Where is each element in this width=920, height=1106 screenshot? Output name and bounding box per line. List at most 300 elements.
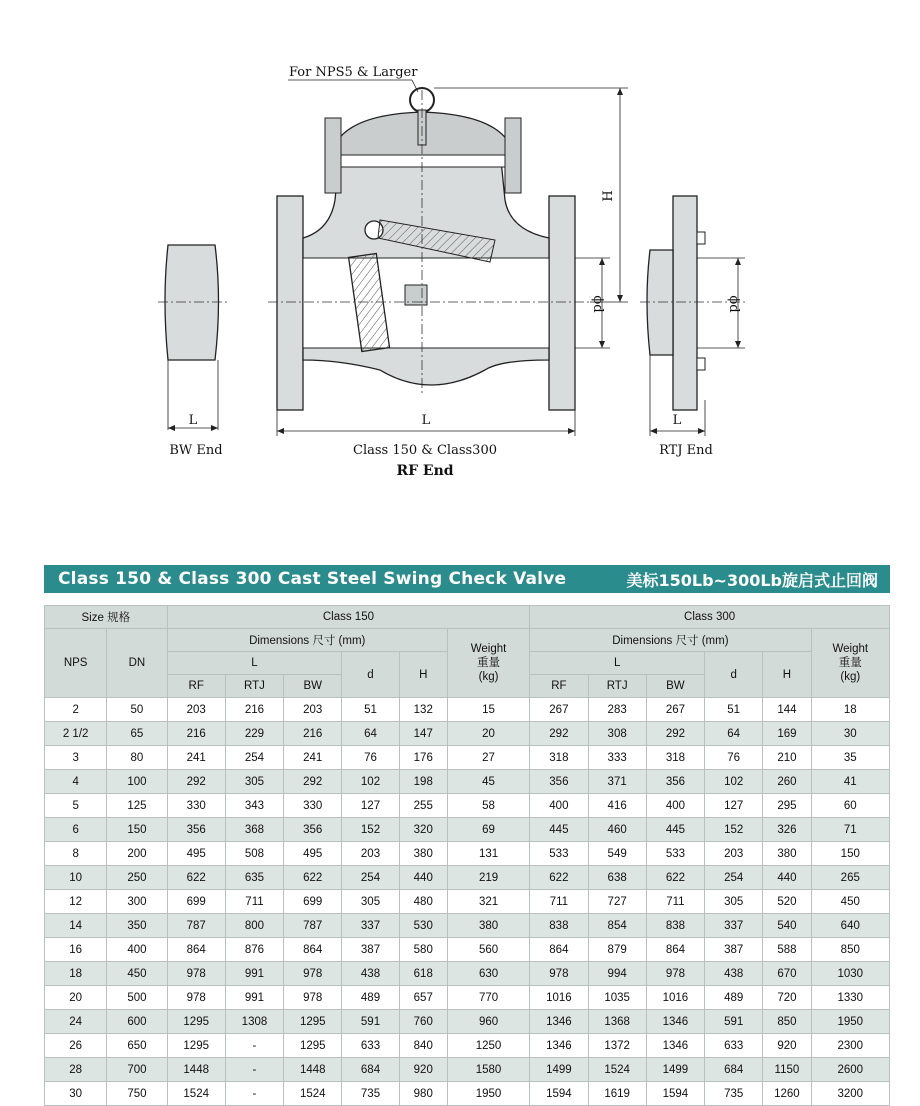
table-cell: 267 (646, 698, 704, 722)
table-cell: 371 (588, 770, 646, 794)
table-cell: 635 (225, 866, 283, 890)
weight-unit-150: (kg) (478, 671, 499, 683)
table-cell: 1035 (588, 986, 646, 1010)
table-cell: 978 (530, 962, 588, 986)
table-cell: 440 (763, 866, 811, 890)
table-cell: - (225, 1058, 283, 1082)
table-cell: 318 (530, 746, 588, 770)
table-cell: 216 (225, 698, 283, 722)
table-cell: 622 (646, 866, 704, 890)
table-cell: 638 (588, 866, 646, 890)
table-row (45, 818, 890, 842)
table-cell: 711 (225, 890, 283, 914)
table-cell: 760 (399, 1010, 447, 1034)
label-rtj-end: RTJ End (659, 443, 713, 458)
table-cell: 1448 (167, 1058, 225, 1082)
bw-end-view (158, 245, 228, 431)
table-cell: 150 (811, 842, 889, 866)
table-row (45, 698, 890, 722)
table-cell: 69 (447, 818, 529, 842)
table-cell: 640 (811, 914, 889, 938)
table-cell: 102 (342, 770, 399, 794)
table-cell: 356 (646, 770, 704, 794)
table-cell: 787 (284, 914, 342, 938)
table-row (45, 794, 890, 818)
table-cell: 58 (447, 794, 529, 818)
header-rtj-150: RTJ (225, 675, 283, 698)
header-dn: DN (107, 629, 167, 698)
rtj-end-view (640, 196, 745, 436)
table-cell: 203 (705, 842, 763, 866)
table-cell: 60 (811, 794, 889, 818)
table-cell: 2300 (811, 1034, 889, 1058)
table-cell: 169 (763, 722, 811, 746)
table-cell: 1524 (588, 1058, 646, 1082)
table-cell: 1346 (646, 1034, 704, 1058)
table-cell: 850 (811, 938, 889, 962)
table-cell: 254 (225, 746, 283, 770)
table-cell: 27 (447, 746, 529, 770)
table-cell: 147 (399, 722, 447, 746)
table-cell: 1295 (167, 1034, 225, 1058)
table-cell: 150 (107, 818, 167, 842)
table-cell: 320 (399, 818, 447, 842)
header-weight-150 (447, 629, 529, 698)
table-cell: 350 (107, 914, 167, 938)
table-cell: 727 (588, 890, 646, 914)
table-cell: 1150 (763, 1058, 811, 1082)
header-h-300: H (763, 652, 811, 698)
table-cell: 787 (167, 914, 225, 938)
table-cell: 978 (167, 986, 225, 1010)
table-cell: 670 (763, 962, 811, 986)
table-cell: 1499 (646, 1058, 704, 1082)
table-cell: 540 (763, 914, 811, 938)
table-cell: 200 (107, 842, 167, 866)
table-cell: 489 (342, 986, 399, 1010)
table-cell: 380 (447, 914, 529, 938)
table-cell: 250 (107, 866, 167, 890)
table-cell: 343 (225, 794, 283, 818)
table-cell: 991 (225, 986, 283, 1010)
table-cell: 330 (284, 794, 342, 818)
header-nps: NPS (45, 629, 107, 698)
table-cell: 26 (45, 1034, 107, 1058)
table-cell: 438 (342, 962, 399, 986)
label-l-center: L (421, 413, 431, 428)
table-row (45, 1010, 890, 1034)
table-cell: 198 (399, 770, 447, 794)
table-cell: 1594 (646, 1082, 704, 1106)
table-cell: 1295 (284, 1010, 342, 1034)
table-cell: 1016 (530, 986, 588, 1010)
table-cell: 684 (342, 1058, 399, 1082)
table-cell: 127 (342, 794, 399, 818)
table-cell: 2 1/2 (45, 722, 107, 746)
table-cell: 368 (225, 818, 283, 842)
table-cell: 308 (588, 722, 646, 746)
label-rf-end: RF End (396, 463, 454, 479)
label-bw-end: BW End (169, 443, 223, 458)
table-cell: 80 (107, 746, 167, 770)
table-cell: 1260 (763, 1082, 811, 1106)
table-row (45, 842, 890, 866)
table-row (45, 1082, 890, 1106)
header-rtj-300: RTJ (588, 675, 646, 698)
table-cell: 20 (447, 722, 529, 746)
label-l-bw: L (188, 413, 198, 428)
table-cell: 102 (705, 770, 763, 794)
table-cell: 210 (763, 746, 811, 770)
table-cell: 3200 (811, 1082, 889, 1106)
table-cell: 699 (284, 890, 342, 914)
table-cell: 2600 (811, 1058, 889, 1082)
header-dimensions-150: Dimensions 尺寸 (mm) (167, 629, 447, 652)
table-cell: 980 (399, 1082, 447, 1106)
header-l-150: L (167, 652, 342, 675)
table-cell: 500 (107, 986, 167, 1010)
table-cell: 254 (342, 866, 399, 890)
table-cell: 132 (399, 698, 447, 722)
table-cell: 850 (763, 1010, 811, 1034)
table-cell: 876 (225, 938, 283, 962)
table-cell: 330 (167, 794, 225, 818)
table-cell: 838 (646, 914, 704, 938)
table-cell: 14 (45, 914, 107, 938)
table-cell: 864 (530, 938, 588, 962)
table-cell: 460 (588, 818, 646, 842)
table-cell: 267 (530, 698, 588, 722)
table-cell: 960 (447, 1010, 529, 1034)
weight-unit-300: (kg) (840, 671, 861, 683)
table-cell: 41 (811, 770, 889, 794)
table-cell: - (225, 1082, 283, 1106)
table-row (45, 914, 890, 938)
table-cell: 176 (399, 746, 447, 770)
table-header (45, 606, 890, 698)
header-d-150: d (342, 652, 399, 698)
table-cell: 633 (705, 1034, 763, 1058)
table-cell: 292 (167, 770, 225, 794)
table-row (45, 1034, 890, 1058)
table-cell: 520 (763, 890, 811, 914)
table-cell: 1950 (811, 1010, 889, 1034)
dimension-table (44, 605, 890, 1106)
table-cell: 71 (811, 818, 889, 842)
table-cell: 480 (399, 890, 447, 914)
table-cell: 380 (763, 842, 811, 866)
table-body (45, 698, 890, 1106)
table-cell: 588 (763, 938, 811, 962)
table-cell: 684 (705, 1058, 763, 1082)
table-cell: 64 (705, 722, 763, 746)
table-cell: 100 (107, 770, 167, 794)
table-row (45, 770, 890, 794)
weight-cn-300: 重量 (838, 657, 862, 669)
table-cell: 305 (225, 770, 283, 794)
header-bw-150: BW (284, 675, 342, 698)
table-cell: 591 (705, 1010, 763, 1034)
table-cell: 549 (588, 842, 646, 866)
table-row (45, 722, 890, 746)
table-cell: 533 (530, 842, 588, 866)
table-cell: 720 (763, 986, 811, 1010)
table-cell: 152 (342, 818, 399, 842)
table-cell: 1499 (530, 1058, 588, 1082)
table-cell: 387 (342, 938, 399, 962)
table-cell: 1372 (588, 1034, 646, 1058)
header-rf-150: RF (167, 675, 225, 698)
table-cell: 1016 (646, 986, 704, 1010)
table-cell: 508 (225, 842, 283, 866)
table-cell: 633 (342, 1034, 399, 1058)
header-d-300: d (705, 652, 763, 698)
table-cell: 622 (284, 866, 342, 890)
table-cell: 65 (107, 722, 167, 746)
table-cell: 489 (705, 986, 763, 1010)
table-cell: 416 (588, 794, 646, 818)
table-cell: 750 (107, 1082, 167, 1106)
table-cell: 1030 (811, 962, 889, 986)
table-cell: 337 (705, 914, 763, 938)
table-cell: 326 (763, 818, 811, 842)
table-row (45, 746, 890, 770)
table-cell: 35 (811, 746, 889, 770)
table-cell: 292 (530, 722, 588, 746)
table-cell: 440 (399, 866, 447, 890)
table-cell: 560 (447, 938, 529, 962)
table-cell: 1346 (530, 1034, 588, 1058)
table-cell: 978 (284, 962, 342, 986)
table-cell: 51 (705, 698, 763, 722)
table-cell: 131 (447, 842, 529, 866)
table-cell: 292 (646, 722, 704, 746)
table-cell: 6 (45, 818, 107, 842)
table-cell: 400 (107, 938, 167, 962)
table-cell: 318 (646, 746, 704, 770)
table-cell: 854 (588, 914, 646, 938)
table-cell: 920 (399, 1058, 447, 1082)
table-row (45, 986, 890, 1010)
table-cell: 1330 (811, 986, 889, 1010)
table-cell: 229 (225, 722, 283, 746)
table-cell: 530 (399, 914, 447, 938)
label-class: Class 150 & Class300 (353, 443, 497, 458)
table-cell: 152 (705, 818, 763, 842)
table-cell: 450 (107, 962, 167, 986)
table-cell: 45 (447, 770, 529, 794)
table-cell: 445 (646, 818, 704, 842)
title-banner (44, 565, 890, 593)
table-cell: 18 (45, 962, 107, 986)
table-cell: 700 (107, 1058, 167, 1082)
table-cell: 380 (399, 842, 447, 866)
table-cell: 356 (167, 818, 225, 842)
label-nps5: For NPS5 & Larger (289, 65, 418, 80)
table-cell: 1524 (167, 1082, 225, 1106)
header-l-300: L (530, 652, 705, 675)
table-cell: 24 (45, 1010, 107, 1034)
table-cell: 265 (811, 866, 889, 890)
table-cell: 28 (45, 1058, 107, 1082)
valve-drawing (0, 0, 920, 520)
table-cell: 356 (284, 818, 342, 842)
table-cell: 203 (167, 698, 225, 722)
table-cell: 241 (167, 746, 225, 770)
table-cell: 283 (588, 698, 646, 722)
header-size: Size 规格 (45, 606, 168, 629)
table-cell: 1448 (284, 1058, 342, 1082)
table-cell: 2 (45, 698, 107, 722)
table-cell: 600 (107, 1010, 167, 1034)
table-cell: 76 (342, 746, 399, 770)
table-cell: 337 (342, 914, 399, 938)
table-cell: 12 (45, 890, 107, 914)
weight-cn-150: 重量 (477, 657, 501, 669)
header-dimensions-300: Dimensions 尺寸 (mm) (530, 629, 811, 652)
table-cell: 255 (399, 794, 447, 818)
table-cell: 305 (342, 890, 399, 914)
header-class150: Class 150 (167, 606, 530, 629)
table-cell: 8 (45, 842, 107, 866)
table-cell: 978 (646, 962, 704, 986)
table-cell: 438 (705, 962, 763, 986)
rf-valve-body (268, 80, 628, 436)
table-cell: 144 (763, 698, 811, 722)
table-cell: 711 (646, 890, 704, 914)
table-cell: 387 (705, 938, 763, 962)
table-cell: 295 (763, 794, 811, 818)
table-cell: 1368 (588, 1010, 646, 1034)
table-cell: 15 (447, 698, 529, 722)
table-cell: 991 (225, 962, 283, 986)
table-row (45, 866, 890, 890)
table-cell: 495 (284, 842, 342, 866)
table-cell: 770 (447, 986, 529, 1010)
table-cell: 333 (588, 746, 646, 770)
table-cell: 1295 (167, 1010, 225, 1034)
table-cell: 495 (167, 842, 225, 866)
table-cell: 18 (811, 698, 889, 722)
label-h: H (601, 190, 616, 202)
table-cell: 864 (167, 938, 225, 962)
weight-en-300: Weight (832, 643, 869, 655)
table-cell: 622 (167, 866, 225, 890)
table-cell: 1308 (225, 1010, 283, 1034)
table-cell: 127 (705, 794, 763, 818)
table-cell: 650 (107, 1034, 167, 1058)
table-cell: 4 (45, 770, 107, 794)
table-cell: 400 (646, 794, 704, 818)
table-cell: 125 (107, 794, 167, 818)
table-cell: 292 (284, 770, 342, 794)
table-cell: 533 (646, 842, 704, 866)
table-cell: 450 (811, 890, 889, 914)
table-cell: 260 (763, 770, 811, 794)
weight-en-150: Weight (470, 643, 507, 655)
table-cell: 630 (447, 962, 529, 986)
table-cell: 879 (588, 938, 646, 962)
table-cell: 3 (45, 746, 107, 770)
table-row (45, 962, 890, 986)
table-cell: 618 (399, 962, 447, 986)
table-cell: 356 (530, 770, 588, 794)
table-cell: 622 (530, 866, 588, 890)
table-cell: 203 (284, 698, 342, 722)
header-weight-300 (811, 629, 889, 698)
table-cell: 994 (588, 962, 646, 986)
table-cell: 5 (45, 794, 107, 818)
table-cell: 241 (284, 746, 342, 770)
table-cell: 219 (447, 866, 529, 890)
table-cell: 735 (342, 1082, 399, 1106)
table-cell: 657 (399, 986, 447, 1010)
table-row (45, 938, 890, 962)
table-cell: 1524 (284, 1082, 342, 1106)
table-cell: 16 (45, 938, 107, 962)
table-cell: 76 (705, 746, 763, 770)
label-l-rtj: L (672, 413, 682, 428)
table-cell: 203 (342, 842, 399, 866)
banner-title: Class 150 & Class 300 Cast Steel Swing Check Valve (58, 569, 567, 589)
table-cell: 978 (284, 986, 342, 1010)
table-cell: 64 (342, 722, 399, 746)
table-row (45, 1058, 890, 1082)
table-row (45, 890, 890, 914)
table-cell: 300 (107, 890, 167, 914)
table-cell: 51 (342, 698, 399, 722)
table-cell: 1346 (530, 1010, 588, 1034)
table-cell: 1619 (588, 1082, 646, 1106)
table-cell: 920 (763, 1034, 811, 1058)
table-cell: 305 (705, 890, 763, 914)
header-class300: Class 300 (530, 606, 890, 629)
table-cell: 580 (399, 938, 447, 962)
label-d-center: ϕd (590, 295, 605, 313)
table-cell: 20 (45, 986, 107, 1010)
header-rf-300: RF (530, 675, 588, 698)
table-cell: 216 (167, 722, 225, 746)
table-cell: 800 (225, 914, 283, 938)
table-cell: 978 (167, 962, 225, 986)
table-cell: 838 (530, 914, 588, 938)
table-cell: 254 (705, 866, 763, 890)
table-cell: 1950 (447, 1082, 529, 1106)
table-cell: 1295 (284, 1034, 342, 1058)
table-cell: 699 (167, 890, 225, 914)
table-cell: 30 (45, 1082, 107, 1106)
table-cell: 30 (811, 722, 889, 746)
table-cell: 711 (530, 890, 588, 914)
table-cell: 735 (705, 1082, 763, 1106)
label-d-right: ϕd (726, 295, 741, 313)
table-cell: 1594 (530, 1082, 588, 1106)
table-cell: 864 (646, 938, 704, 962)
table-cell: 840 (399, 1034, 447, 1058)
header-h-150: H (399, 652, 447, 698)
table-cell: 400 (530, 794, 588, 818)
table-cell: 216 (284, 722, 342, 746)
table-cell: 1250 (447, 1034, 529, 1058)
table-cell: 1346 (646, 1010, 704, 1034)
table-cell: 445 (530, 818, 588, 842)
header-bw-300: BW (646, 675, 704, 698)
table-cell: 1580 (447, 1058, 529, 1082)
table-cell: 321 (447, 890, 529, 914)
table-cell: 864 (284, 938, 342, 962)
table-cell: 50 (107, 698, 167, 722)
banner-title-cn: 美标150Lb~300Lb旋启式止回阀 (626, 570, 878, 590)
